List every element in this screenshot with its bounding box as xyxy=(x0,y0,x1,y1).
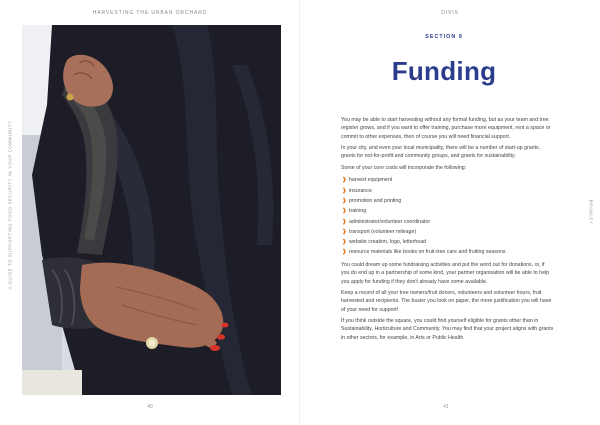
list-item-text: website creation, logo, letterhead xyxy=(349,239,427,246)
side-text-right: BRAMLEY xyxy=(588,199,594,225)
right-page xyxy=(300,0,600,425)
list-item xyxy=(341,186,554,196)
arrow-bullet-icon: ❱ xyxy=(342,187,347,194)
cost-list xyxy=(341,175,554,257)
list-item xyxy=(341,237,554,247)
list-item-text: resource materials like books on fruit-tree care and fruiting seasons. xyxy=(349,249,507,256)
arrow-bullet-icon: ❱ xyxy=(342,239,347,246)
folio-right: 41 xyxy=(443,404,449,410)
list-item-text: promotion and printing xyxy=(349,197,402,204)
list-item-text: transport (volunteer mileage) xyxy=(349,228,417,235)
paragraph: You could dream up some fundraising activities and put the word out for donations, or, if you do end up in a partnership of some kind, your partner organisation will be able to help you apply for funding if they don't already have some available. xyxy=(341,261,550,285)
list-item-text: training xyxy=(349,208,367,215)
paragraph: If you think outside the square, you could find yourself eligible for grants other than in Sustainability, Horticulture and Community. You may find that your project aligns with grants in other sectors, for example, in Arts or Public Health. xyxy=(341,318,554,341)
list-item xyxy=(341,247,554,257)
list-item-text: administrator/volunteer coordinator xyxy=(349,218,431,225)
arrow-bullet-icon: ❱ xyxy=(342,218,347,225)
folio-left: 40 xyxy=(147,404,153,410)
arrow-bullet-icon: ❱ xyxy=(342,208,347,215)
list-item xyxy=(341,196,554,206)
arrow-bullet-icon: ❱ xyxy=(342,197,347,204)
side-text-left: A GUIDE TO SUPPORTING FOOD SECURITY IN YOUR COMMUNITY xyxy=(7,120,13,290)
paragraph: Keep a record of all your tree owners/fruit donors, volunteers and volunteer hours, fruit harvested and recipients. The busier you look on paper, the more justification you will have of your need for support! xyxy=(341,289,552,313)
arrow-bullet-icon: ❱ xyxy=(342,249,347,256)
list-item-text: harvest equipment xyxy=(349,177,393,184)
arrow-bullet-icon: ❱ xyxy=(342,177,347,184)
paragraph: You may be able to start harvesting without any formal funding, but as your team and tree register grows, and if you want to offer training, purchase more equipment, rent a space or commit to other expenses, then of course you will need financial support. xyxy=(341,117,551,140)
list-item-text: insurance xyxy=(349,187,372,194)
photo xyxy=(22,25,281,395)
paragraph: In your city, and even your local municipality, there will be a number of start-up grants, grants for not-for-profit and community groups, and grants for sustainability. xyxy=(341,145,541,160)
arrow-bullet-icon: ❱ xyxy=(342,228,347,235)
list-item xyxy=(341,227,554,237)
photo-illustration xyxy=(22,25,281,395)
page-title: Funding xyxy=(391,56,497,86)
running-head-left: HARVESTING THE URBAN ORCHARD xyxy=(92,10,208,16)
body-text xyxy=(341,116,554,345)
running-head-right: DIVIS xyxy=(441,10,459,16)
paragraph: Some of your core costs will incorporate the following: xyxy=(341,164,467,171)
list-item xyxy=(341,206,554,216)
list-item xyxy=(341,217,554,227)
section-label: SECTION 9 xyxy=(425,34,463,40)
list-item xyxy=(341,175,554,185)
